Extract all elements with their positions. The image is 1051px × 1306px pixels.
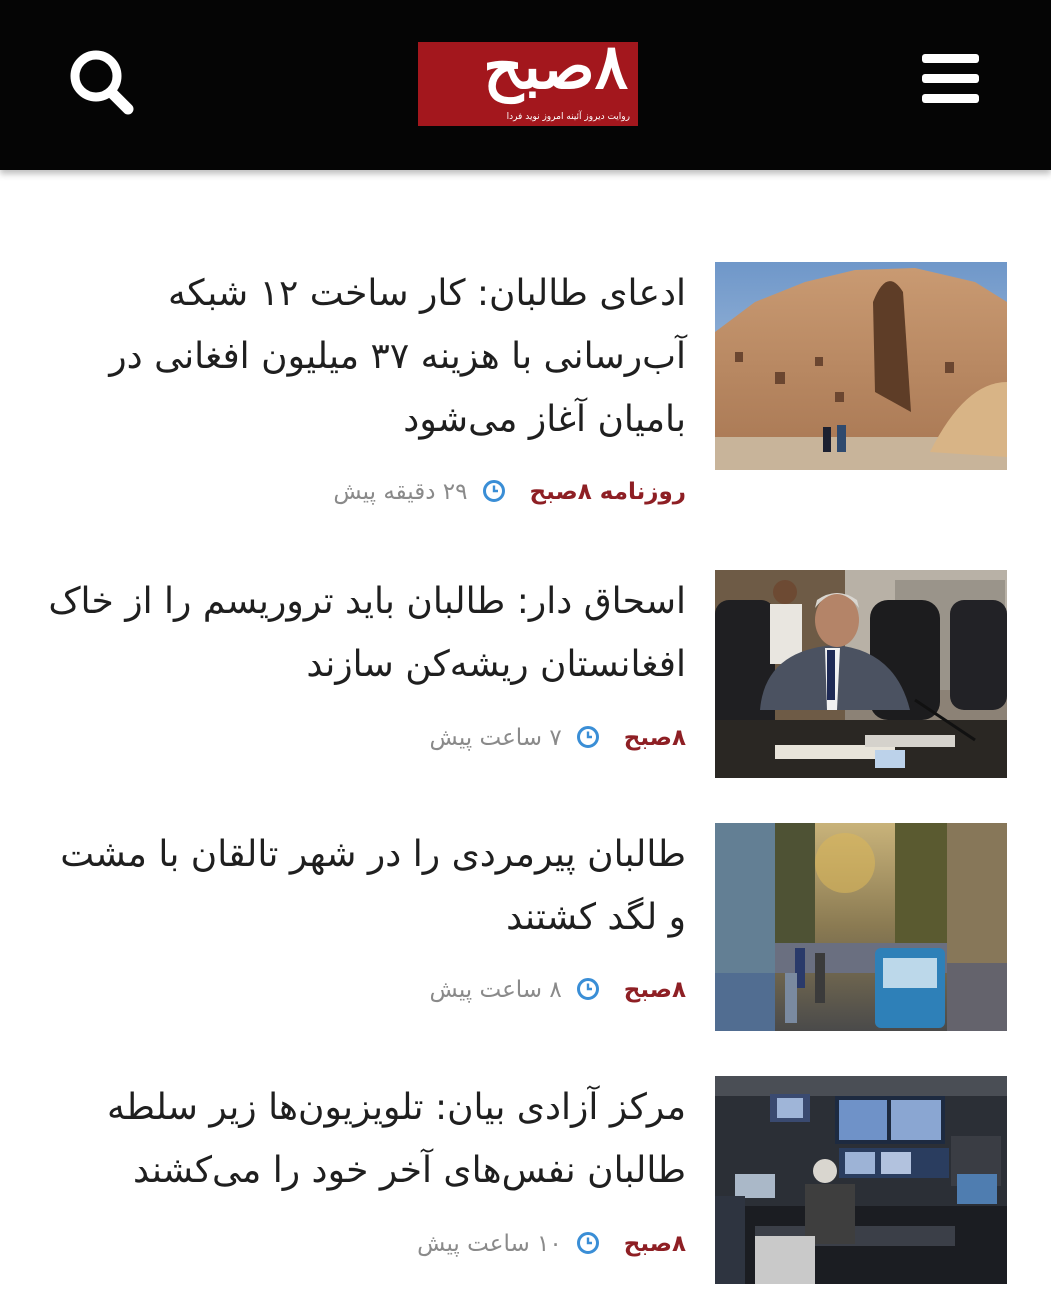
- article-title[interactable]: اسحاق دار: طالبان باید تروریسم را از خاک افغانستان ریشه‌کن سازند: [48, 581, 686, 685]
- clock-icon: [576, 725, 600, 749]
- article-title[interactable]: ادعای طالبان: کار ساخت ۱۲ شبکه آب‌رسانی با هزینه ۳۷ میلیون افغانی در بامیان آغاز می‌شود: [109, 273, 686, 440]
- article-meta: [200, 472, 686, 512]
- article-thumbnail[interactable]: [715, 570, 1007, 778]
- article-source[interactable]: ۸صبح: [623, 977, 686, 1003]
- article-meta: [200, 718, 686, 758]
- clock-icon: [482, 479, 506, 503]
- article-title[interactable]: طالبان پیرمردی را در شهر تالقان با مشت و لگد کشتند: [60, 834, 686, 938]
- article-card[interactable]: [0, 823, 1051, 1053]
- article-source[interactable]: روزنامه ۸صبح: [529, 479, 686, 505]
- article-meta: [200, 1224, 686, 1264]
- article-thumbnail[interactable]: [715, 823, 1007, 1031]
- crowded-street-image: [715, 823, 1007, 1031]
- article-time: ۷ ساعت پیش: [429, 725, 562, 751]
- logo-tagline: روایت دیروز آئینه امروز نوید فردا: [506, 112, 630, 122]
- article-card[interactable]: [0, 1076, 1051, 1306]
- tv-control-room-image: [715, 1076, 1007, 1284]
- clock-icon: [576, 1231, 600, 1255]
- article-source[interactable]: ۸صبح: [623, 725, 686, 751]
- article-time: ۱۰ ساعت پیش: [417, 1231, 562, 1257]
- article-title[interactable]: مرکز آزادی بیان: تلویزیون‌ها زیر سلطه طالبان نفس‌های آخر خود را می‌کشند: [107, 1087, 686, 1191]
- cliff-with-buddha-niche-image: [715, 262, 1007, 470]
- article-time: ۸ ساعت پیش: [429, 977, 562, 1003]
- article-time: ۲۹ دقیقه پیش: [333, 479, 468, 505]
- article-thumbnail[interactable]: [715, 1076, 1007, 1284]
- official-at-conference-table-image: [715, 570, 1007, 778]
- clock-icon: [576, 977, 600, 1001]
- article-thumbnail[interactable]: [715, 262, 1007, 470]
- article-source[interactable]: ۸صبح: [623, 1231, 686, 1257]
- article-card[interactable]: [0, 262, 1051, 505]
- article-meta: [200, 970, 686, 1010]
- article-card[interactable]: [0, 570, 1051, 800]
- logo-wordmark: ۸صبح: [483, 42, 628, 103]
